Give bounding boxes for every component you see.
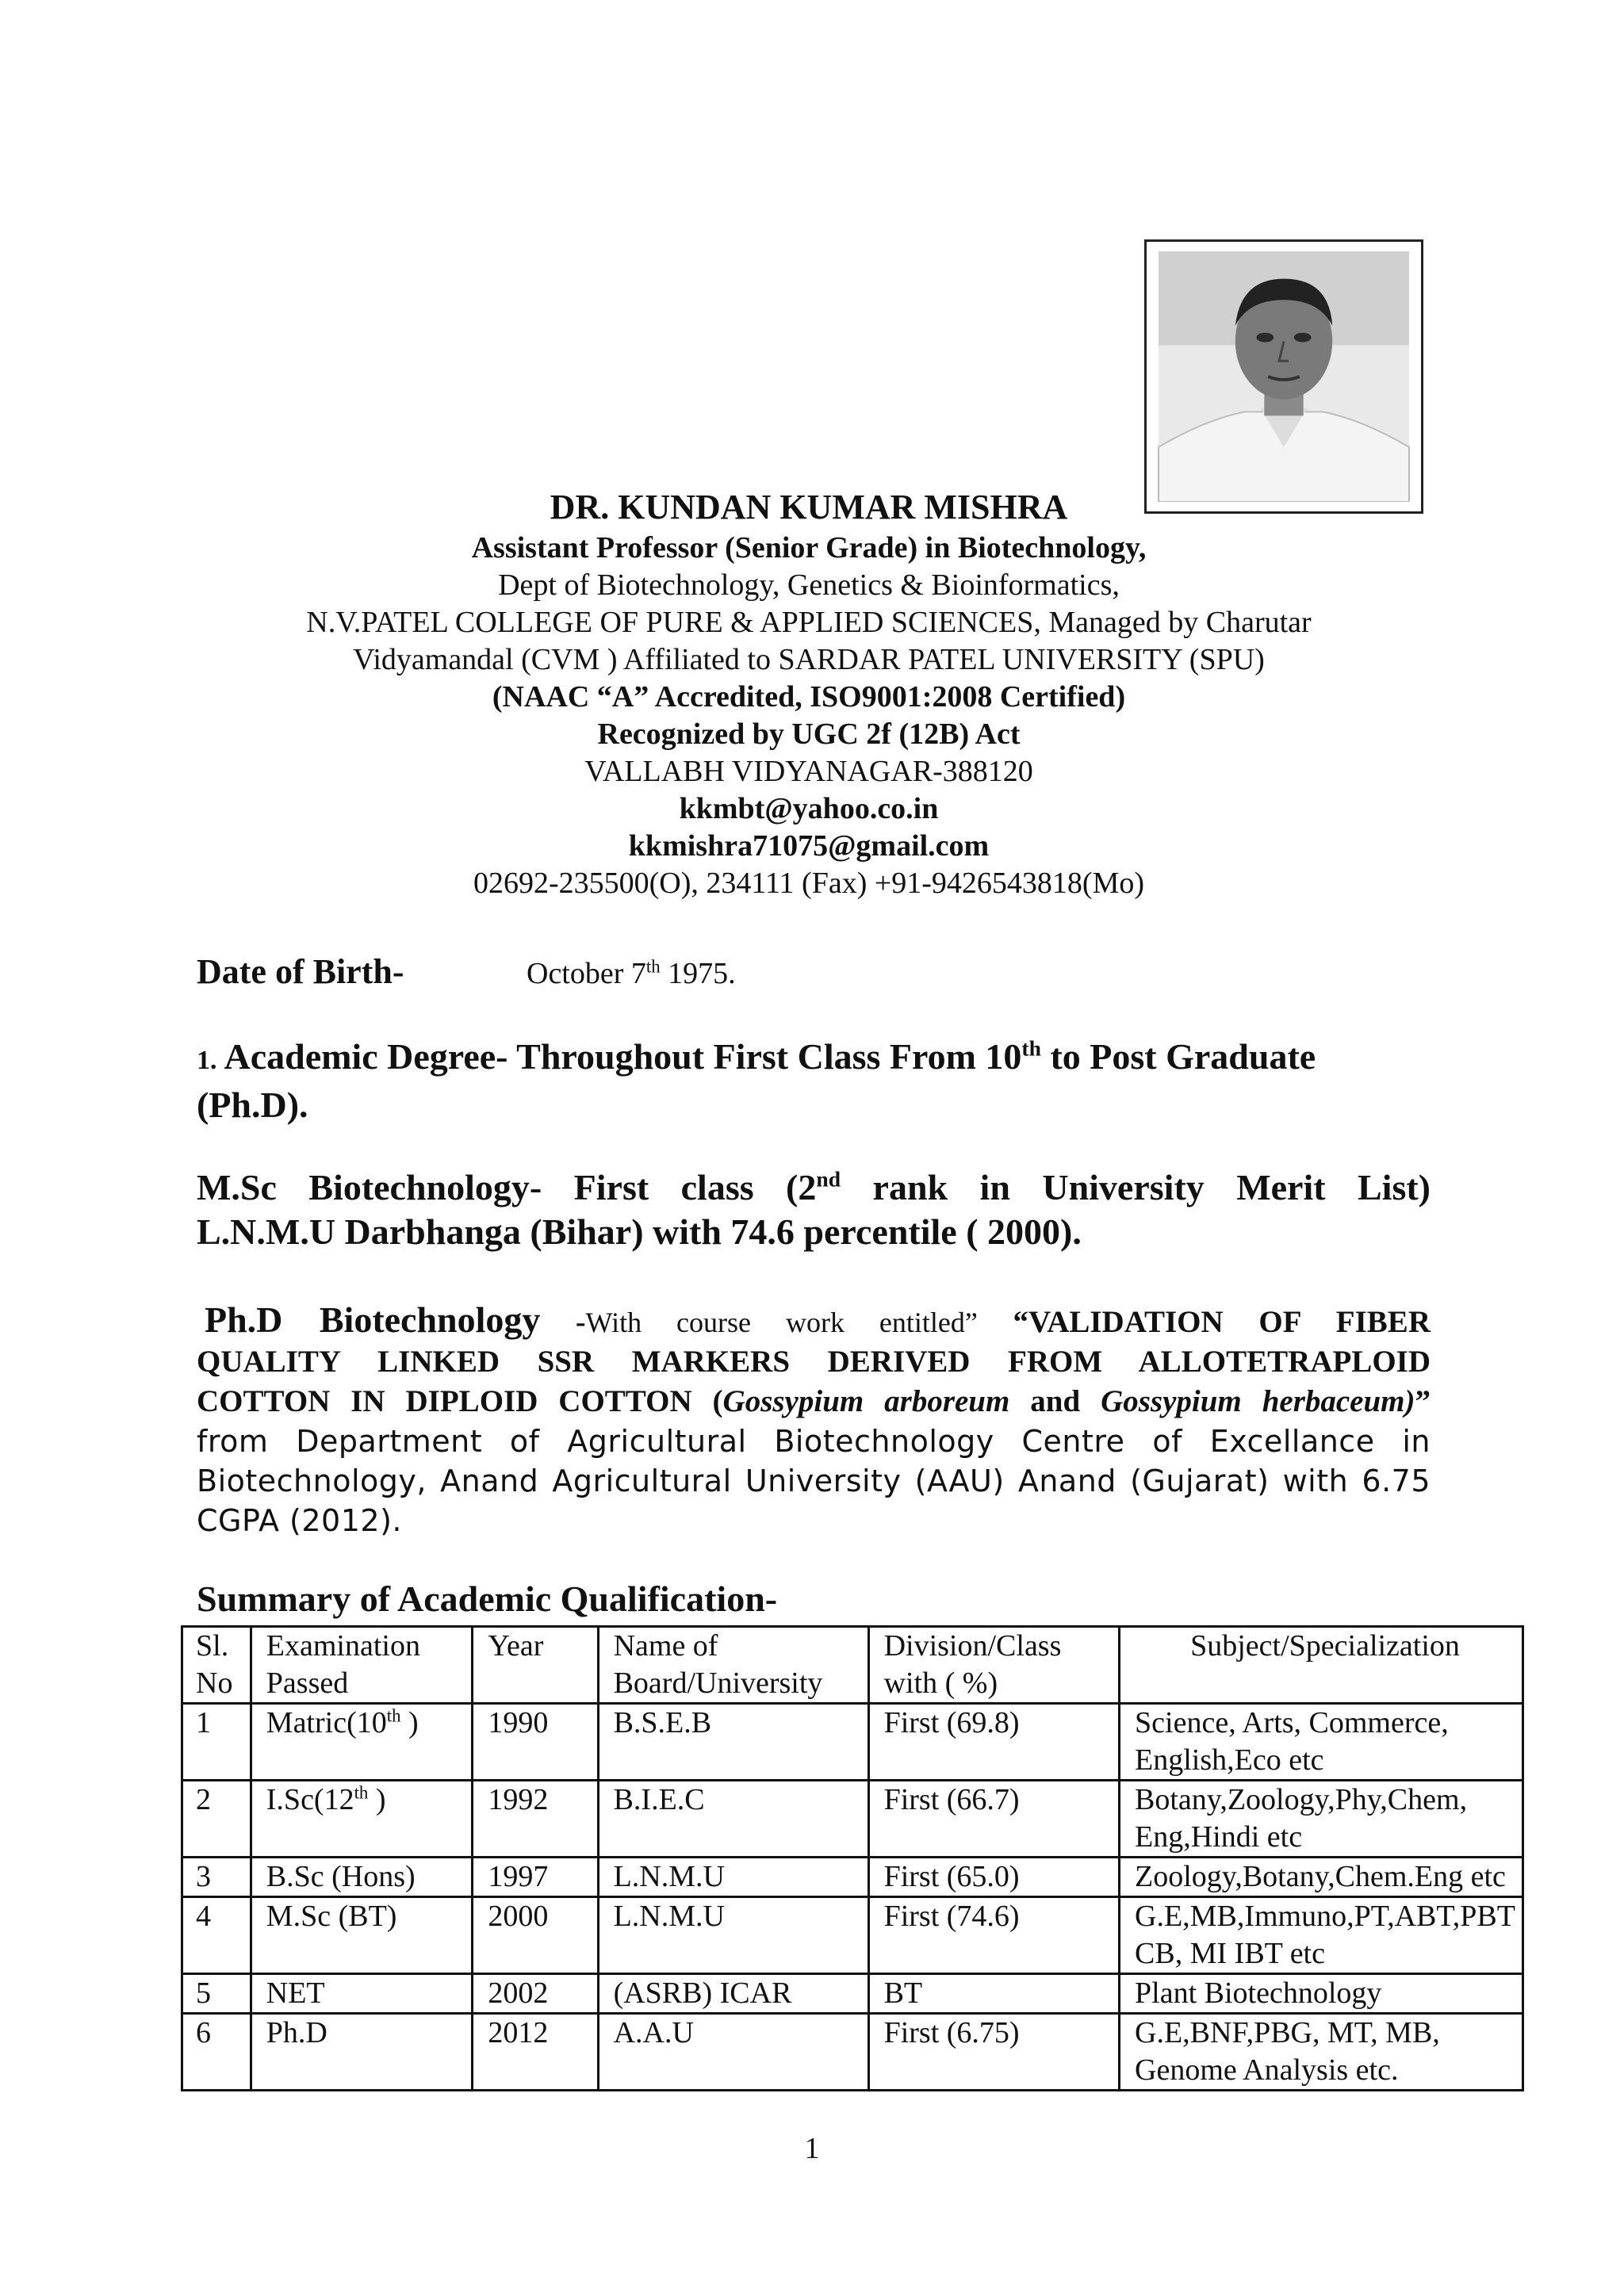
cell-year: 2000 (473, 1897, 598, 1974)
cell-board: L.N.M.U (598, 1858, 868, 1897)
dob-sup: th (645, 956, 661, 977)
cell-sl: 2 (182, 1781, 251, 1858)
msc-b: rank in University Merit List) (841, 1167, 1431, 1207)
cell-division: First (6.75) (868, 2014, 1119, 2091)
summary-title: Summary of Academic Qualification- (197, 1578, 778, 1619)
header-subject: Subject/Specialization (1120, 1627, 1523, 1704)
header-sl: Sl. No (182, 1627, 251, 1704)
dob-value (527, 956, 736, 991)
header-board: Name of Board/University (598, 1627, 868, 1704)
cell-board: B.S.E.B (598, 1704, 868, 1781)
ugc-line: Recognized by UGC 2f (12B) Act (597, 718, 1021, 751)
cell-board: B.I.E.C (598, 1781, 868, 1858)
cell-subject: Botany,Zoology,Phy,Chem, Eng,Hindi etc (1120, 1781, 1523, 1858)
dob-month: October 7 (527, 957, 646, 990)
email-gmail: kkmishra71075@gmail.com (628, 829, 990, 863)
cell-division: First (69.8) (868, 1704, 1119, 1781)
cell-sl: 4 (182, 1897, 251, 1974)
table-row (182, 2014, 1523, 2091)
affiliation-line: Vidyamandal (CVM ) Affiliated to SARDAR PATEL UNIVERSITY (SPU) (353, 643, 1265, 676)
phd-title-1: “VALIDATION OF FIBER (977, 1305, 1431, 1339)
dob-label: Date of Birth- (197, 952, 404, 991)
college-line: N.V.PATEL COLLEGE OF PURE & APPLIED SCIENCES, Managed by Charutar (306, 606, 1312, 639)
msc-paragraph (197, 1165, 1431, 1254)
cell-exam: M.Sc (BT) (251, 1897, 473, 1974)
dob-year: 1975. (660, 957, 736, 990)
species-arboreum: Gossypium arboreum (722, 1384, 1010, 1418)
email-yahoo: kkmbt@yahoo.co.in (679, 792, 939, 825)
cell-sl: 3 (182, 1858, 251, 1897)
department: Dept of Biotechnology, Genetics & Bioinformatics, (498, 568, 1120, 602)
cell-exam: Matric(10th ) (251, 1704, 473, 1781)
cell-exam: I.Sc(12th ) (251, 1781, 473, 1858)
table-header-row (182, 1627, 1523, 1704)
header-division: Division/Class with ( %) (868, 1627, 1119, 1704)
table-row (182, 1704, 1523, 1781)
designation: Assistant Professor (Senior Grade) in Biotechnology, (471, 531, 1147, 564)
section-number: 1. (197, 1046, 217, 1075)
address-line: VALLABH VIDYANAGAR-388120 (584, 755, 1033, 788)
cell-division: First (74.6) (868, 1897, 1119, 1974)
table-row (182, 1974, 1523, 2014)
phone-line: 02692-235500(O), 234111 (Fax) +91-9426543818(Mo) (473, 867, 1145, 900)
cell-exam: Ph.D (251, 2014, 473, 2091)
cell-year: 2002 (473, 1974, 598, 2014)
cell-subject: G.E,BNF,PBG, MT, MB, Genome Analysis etc. (1120, 2014, 1523, 2091)
cell-sl: 6 (182, 2014, 251, 2091)
cell-division: First (66.7) (868, 1781, 1119, 1858)
person-name: DR. KUNDAN KUMAR MISHRA (550, 488, 1068, 526)
cell-board: A.A.U (598, 2014, 868, 2091)
cell-exam: NET (251, 1974, 473, 2014)
academic-text-b: to Post Graduate (1040, 1036, 1316, 1077)
portrait-image (1156, 251, 1411, 502)
header-block (159, 485, 1459, 902)
phd-close-quote: ” (1415, 1384, 1431, 1418)
cell-year: 1992 (473, 1781, 598, 1858)
cell-subject: Zoology,Botany,Chem.Eng etc (1120, 1858, 1523, 1897)
phd-title-2: QUALITY LINKED SSR MARKERS DERIVED FROM ALLOTETRAPLOID (197, 1345, 1431, 1379)
academic-sup: th (1021, 1035, 1041, 1061)
cell-sl: 1 (182, 1704, 251, 1781)
cell-subject: Plant Biotechnology (1120, 1974, 1523, 2014)
date-of-birth (197, 951, 736, 992)
cell-division: First (65.0) (868, 1858, 1119, 1897)
header-year: Year (473, 1627, 598, 1704)
academic-degree (197, 1035, 1431, 1127)
cell-exam: B.Sc (Hons) (251, 1858, 473, 1897)
table-row (182, 1781, 1523, 1858)
profile-photo (1144, 239, 1423, 514)
cell-year: 1990 (473, 1704, 598, 1781)
naac-line: (NAAC “A” Accredited, ISO9001:2008 Certified) (492, 680, 1126, 714)
phd-paragraph (197, 1300, 1431, 1540)
phd-lead: Ph.D Biotechnology (205, 1299, 541, 1340)
cell-sl: 5 (182, 1974, 251, 2014)
phd-dash: - (540, 1306, 586, 1339)
msc-line2: L.N.M.U Darbhanga (Bihar) with 74.6 percentile ( 2000). (197, 1211, 1082, 1252)
species-herbaceum: Gossypium herbaceum) (1101, 1384, 1415, 1418)
qualification-table (181, 1625, 1524, 2091)
cell-division: BT (868, 1974, 1119, 2014)
phd-and: and (1009, 1384, 1101, 1418)
phd-course-note: With course work entitled” (585, 1307, 978, 1338)
table-row (182, 1897, 1523, 1974)
academic-text-a: Academic Degree- Throughout First Class From 10 (224, 1036, 1022, 1077)
phd-from-2: Biotechnology, Anand Agricultural University (AAU) Anand (Gujarat) with 6.75 (197, 1464, 1431, 1498)
cell-board: (ASRB) ICAR (598, 1974, 868, 2014)
phd-from-1: from Department of Agricultural Biotechnology Centre of Excellance in (197, 1424, 1431, 1459)
page-number: 1 (804, 2132, 820, 2165)
cell-year: 1997 (473, 1858, 598, 1897)
cell-board: L.N.M.U (598, 1897, 868, 1974)
msc-a: M.Sc Biotechnology- First class (2 (197, 1167, 817, 1207)
cell-subject: Science, Arts, Commerce, English,Eco etc (1120, 1704, 1523, 1781)
phd-title-3: COTTON IN DIPLOID COTTON ( (197, 1384, 723, 1418)
header-exam: Examination Passed (251, 1627, 473, 1704)
msc-sup: nd (816, 1166, 841, 1192)
cell-subject: G.E,MB,Immuno,PT,ABT,PBT CB, MI IBT etc (1120, 1897, 1523, 1974)
phd-from-3: CGPA (2012). (197, 1503, 402, 1538)
academic-text-c: (Ph.D). (197, 1085, 308, 1125)
cell-year: 2012 (473, 2014, 598, 2091)
table-row (182, 1858, 1523, 1897)
